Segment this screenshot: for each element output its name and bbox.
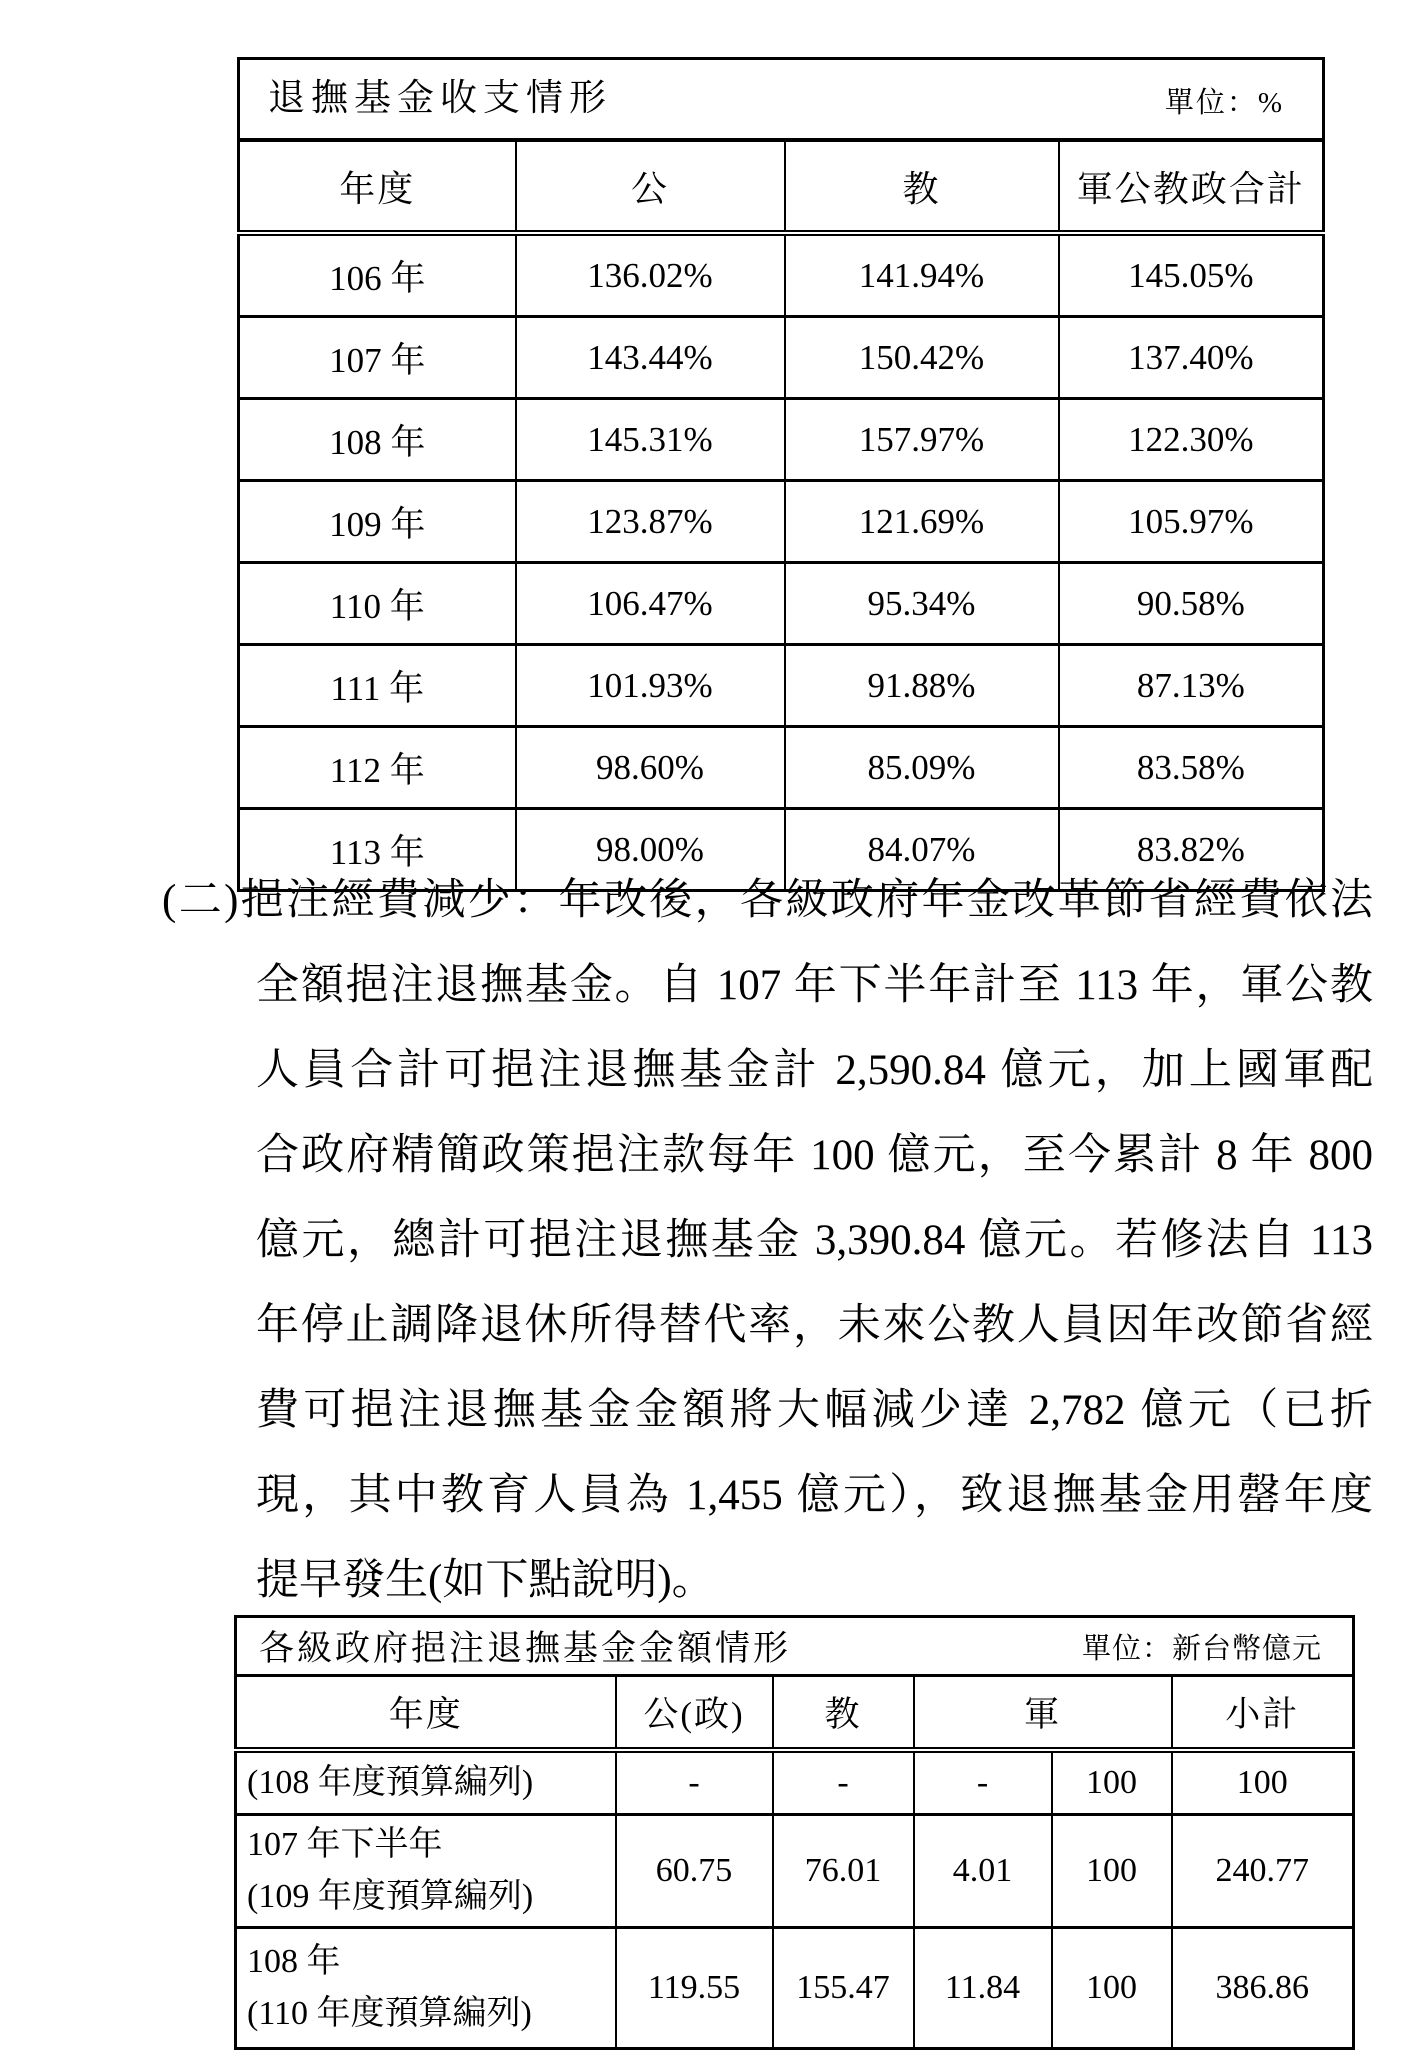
year-cell: 110 年: [239, 563, 516, 645]
pension-fund-io-table: [237, 57, 1325, 892]
value-cell: 386.86: [1172, 1928, 1354, 2049]
table1-header-year: 年度: [239, 140, 516, 233]
value-cell: 100: [1052, 1928, 1172, 2049]
table2-header-subtotal: 小計: [1172, 1676, 1354, 1751]
table1-title-row: [239, 59, 1324, 141]
paragraph-line: 億元，總計可挹注退撫基金 3,390.84 億元。若修法自 113: [256, 1217, 1373, 1264]
table-row: [239, 399, 1324, 481]
table2-header-row: [236, 1676, 1354, 1751]
table2-title-row: [236, 1617, 1354, 1676]
year-cell: 109 年: [239, 481, 516, 563]
body-paragraph: [162, 858, 1373, 1623]
value-cell: -: [914, 1750, 1052, 1815]
table2-header-year: 年度: [236, 1676, 616, 1751]
value-cell: 98.00%: [516, 809, 785, 891]
paragraph-line: 費可挹注退撫基金金額將大幅減少達 2,782 億元（已折: [256, 1387, 1373, 1434]
table-row: [236, 1815, 1354, 1928]
value-cell: 119.55: [616, 1928, 773, 2049]
year-cell: 111 年: [239, 645, 516, 727]
table-row: [239, 317, 1324, 399]
year-cell: 107 年: [239, 317, 516, 399]
table-row: [236, 1750, 1354, 1815]
value-cell: 60.75: [616, 1815, 773, 1928]
table-row: [236, 1928, 1354, 2049]
label-line: (109 年度預算編列): [247, 1878, 534, 1915]
value-cell: 122.30%: [1059, 399, 1324, 481]
value-cell: 121.69%: [785, 481, 1059, 563]
paragraph-line: 合政府精簡政策挹注款每年 100 億元，至今累計 8 年 800: [256, 1132, 1373, 1179]
value-cell: 100: [1052, 1815, 1172, 1928]
table2-header-military: 軍: [914, 1676, 1172, 1751]
year-label-cell: [236, 1928, 616, 2049]
year-cell: 112 年: [239, 727, 516, 809]
value-cell: 83.58%: [1059, 727, 1324, 809]
value-cell: 155.47: [773, 1928, 914, 2049]
value-cell: 90.58%: [1059, 563, 1324, 645]
injection-amount-table: [234, 1615, 1355, 2050]
paragraph-line: 現，其中教育人員為 1,455 億元），致退撫基金用罄年度: [256, 1472, 1373, 1519]
value-cell: 83.82%: [1059, 809, 1324, 891]
label-line: 108 年: [247, 1943, 341, 1980]
value-cell: 100: [1172, 1750, 1354, 1815]
value-cell: 150.42%: [785, 317, 1059, 399]
value-cell: -: [616, 1750, 773, 1815]
table1-header-edu: 教: [785, 140, 1059, 233]
value-cell: 91.88%: [785, 645, 1059, 727]
table-row: [239, 645, 1324, 727]
value-cell: 137.40%: [1059, 317, 1324, 399]
value-cell: 141.94%: [785, 233, 1059, 317]
value-cell: 84.07%: [785, 809, 1059, 891]
value-cell: 100: [1052, 1750, 1172, 1815]
value-cell: 145.31%: [516, 399, 785, 481]
value-cell: 98.60%: [516, 727, 785, 809]
year-cell: 106 年: [239, 233, 516, 317]
year-cell: 108 年: [239, 399, 516, 481]
table1-unit-label: 單位：%: [1164, 87, 1285, 119]
table-row: [239, 481, 1324, 563]
table2-unit-label: 單位：新台幣億元: [1082, 1632, 1323, 1665]
paragraph-line: 提早發生(如下點說明)。: [256, 1557, 715, 1604]
table2-title: 各級政府挹注退撫基金金額情形: [259, 1629, 792, 1668]
value-cell: 106.47%: [516, 563, 785, 645]
value-cell: 157.97%: [785, 399, 1059, 481]
value-cell: 87.13%: [1059, 645, 1324, 727]
table1-title: 退撫基金收支情形: [268, 78, 612, 119]
label-line: (110 年度預算編列): [247, 1995, 532, 2032]
table1-header-row: [239, 140, 1324, 233]
table2-header-public: 公(政): [616, 1676, 773, 1751]
value-cell: 101.93%: [516, 645, 785, 727]
value-cell: 76.01: [773, 1815, 914, 1928]
table2-header-edu: 教: [773, 1676, 914, 1751]
year-label-cell: [236, 1750, 616, 1815]
value-cell: 105.97%: [1059, 481, 1324, 563]
table1-title-cell: [239, 59, 1324, 141]
table-row: [239, 727, 1324, 809]
value-cell: 143.44%: [516, 317, 785, 399]
value-cell: 145.05%: [1059, 233, 1324, 317]
value-cell: 240.77: [1172, 1815, 1354, 1928]
value-cell: 95.34%: [785, 563, 1059, 645]
value-cell: 4.01: [914, 1815, 1052, 1928]
year-cell: 113 年: [239, 809, 516, 891]
value-cell: 123.87%: [516, 481, 785, 563]
value-cell: 85.09%: [785, 727, 1059, 809]
year-label-cell: [236, 1815, 616, 1928]
table1-header-public: 公: [516, 140, 785, 233]
paragraph-line: 年停止調降退休所得替代率，未來公教人員因年改節省經: [256, 1302, 1373, 1349]
label-line: (108 年度預算編列): [247, 1764, 534, 1801]
value-cell: 11.84: [914, 1928, 1052, 2049]
table-row: [239, 233, 1324, 317]
value-cell: 136.02%: [516, 233, 785, 317]
value-cell: -: [773, 1750, 914, 1815]
table2-title-cell: [236, 1617, 1354, 1676]
table-row: [239, 563, 1324, 645]
table1-header-total: 軍公教政合計: [1059, 140, 1324, 233]
paragraph-line: (二)挹注經費減少：年改後，各級政府年金改革節省經費依法: [162, 877, 1373, 924]
label-line: 107 年下半年: [247, 1826, 443, 1863]
paragraph-line: 全額挹注退撫基金。自 107 年下半年計至 113 年，軍公教: [256, 962, 1373, 1009]
paragraph-line: 人員合計可挹注退撫基金計 2,590.84 億元，加上國軍配: [256, 1047, 1373, 1094]
